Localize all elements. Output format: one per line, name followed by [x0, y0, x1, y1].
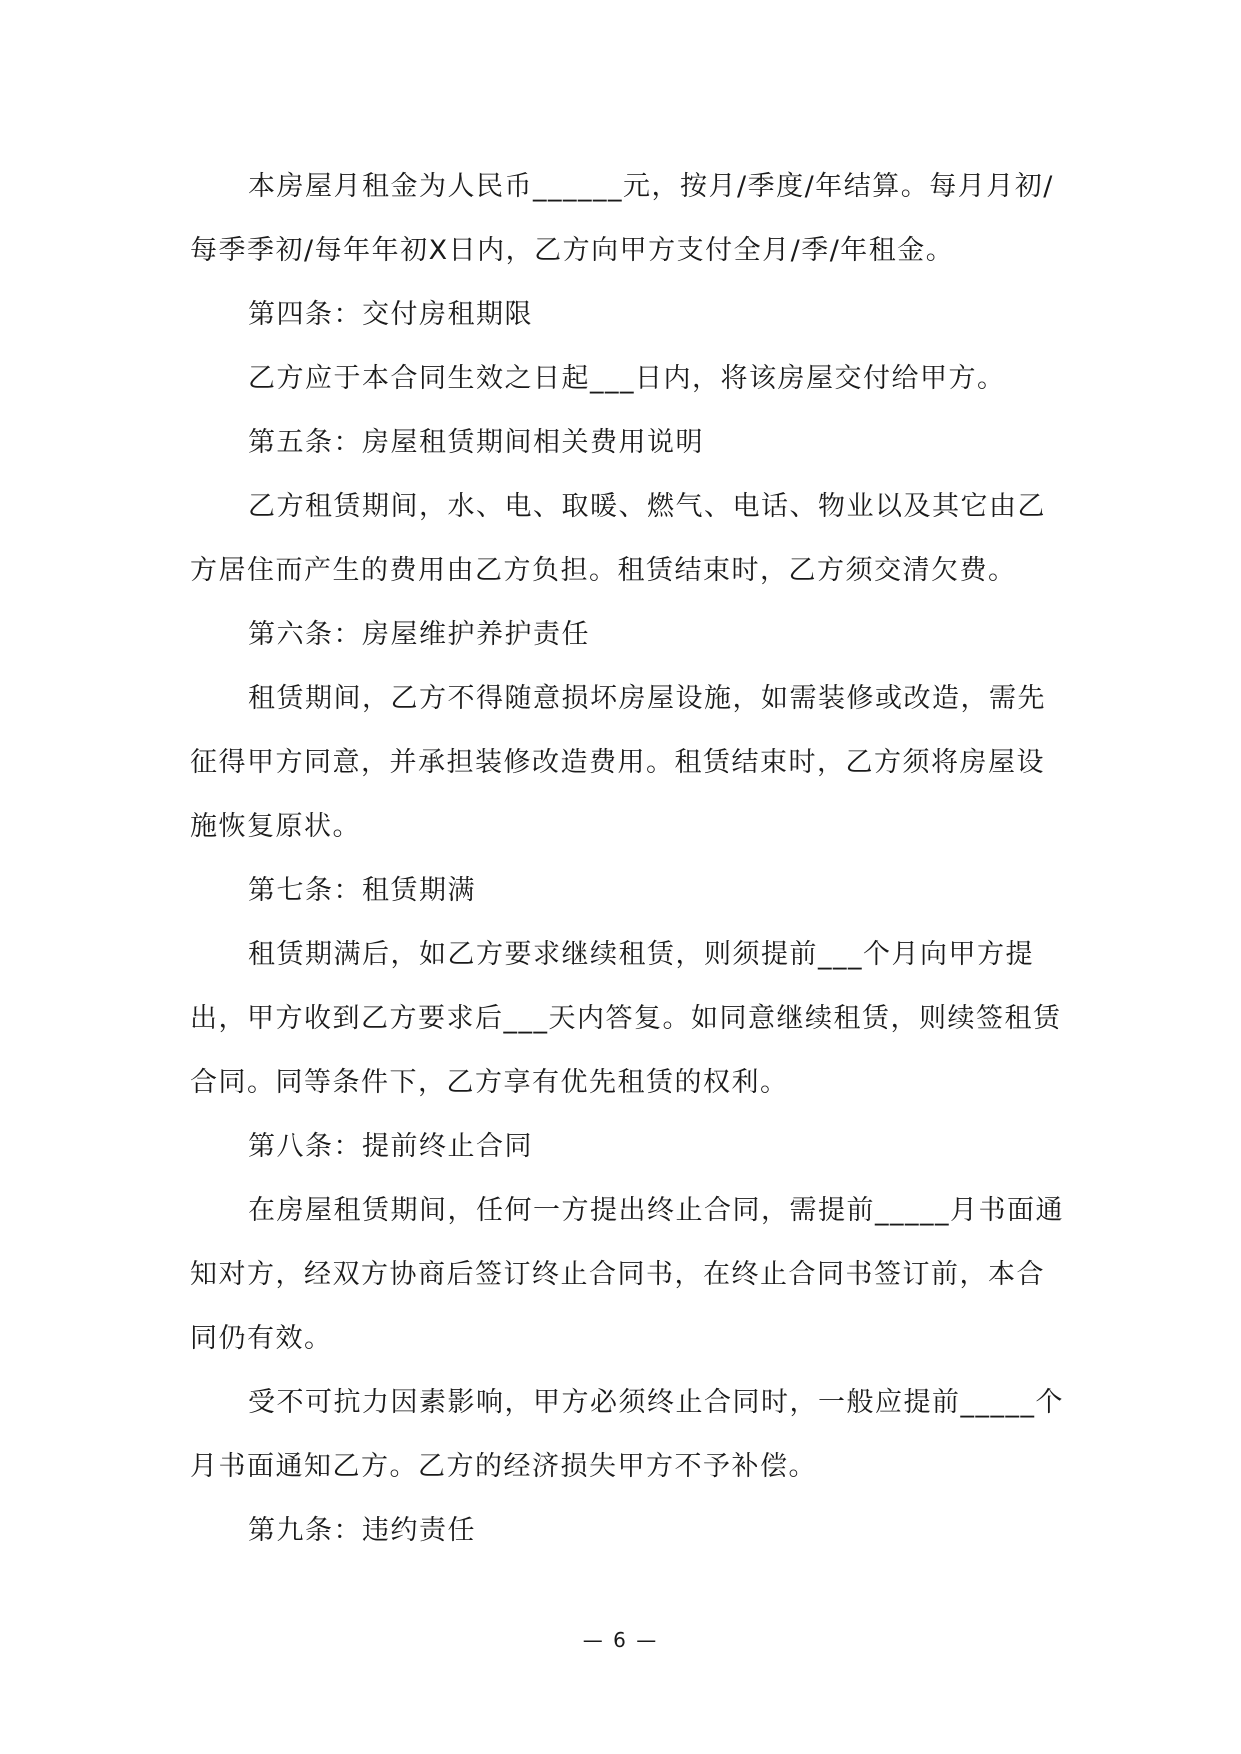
article-9-heading: 第九条：违约责任 — [248, 1515, 476, 1546]
article-7-heading: 第七条：租赁期满 — [248, 875, 476, 906]
paragraph-early-termination: 在房屋租赁期间，任何一方提出终止合同，需提前_____月书面通知对方，经双方协商后签订终止合同书，在终止合同书签订前，本合同仍有效。 — [190, 1195, 1064, 1354]
paragraph-expenses: 乙方租赁期间，水、电、取暖、燃气、电话、物业以及其它由乙方居住而产生的费用由乙方负担。租赁结束时，乙方须交清欠费。 — [190, 491, 1046, 586]
paragraph-force-majeure: 受不可抗力因素影响，甲方必须终止合同时，一般应提前_____个月书面通知乙方。乙方的经济损失甲方不予补偿。 — [190, 1387, 1064, 1482]
document-body — [190, 155, 1070, 1563]
page-number: — 6 — — [582, 1628, 659, 1652]
article-5-heading: 第五条：房屋租赁期间相关费用说明 — [248, 427, 704, 458]
article-4-heading: 第四条：交付房租期限 — [248, 299, 533, 330]
paragraph-delivery-deadline: 乙方应于本合同生效之日起___日内，将该房屋交付给甲方。 — [248, 363, 1006, 394]
paragraph-rent-amount: 本房屋月租金为人民币______元，按月/季度/年结算。每月月初/每季季初/每年年初X日内，乙方向甲方支付全月/季/年租金。 — [190, 171, 1054, 266]
paragraph-lease-expiry: 租赁期满后，如乙方要求继续租赁，则须提前___个月向甲方提出，甲方收到乙方要求后___天内答复。如同意继续租赁，则续签租赁合同。同等条件下，乙方享有优先租赁的权利。 — [190, 939, 1062, 1098]
article-8-heading: 第八条：提前终止合同 — [248, 1131, 533, 1162]
paragraph-maintenance: 租赁期间，乙方不得随意损坏房屋设施，如需装修或改造，需先征得甲方同意，并承担装修改造费用。租赁结束时，乙方须将房屋设施恢复原状。 — [190, 683, 1046, 842]
article-6-heading: 第六条：房屋维护养护责任 — [248, 619, 590, 650]
